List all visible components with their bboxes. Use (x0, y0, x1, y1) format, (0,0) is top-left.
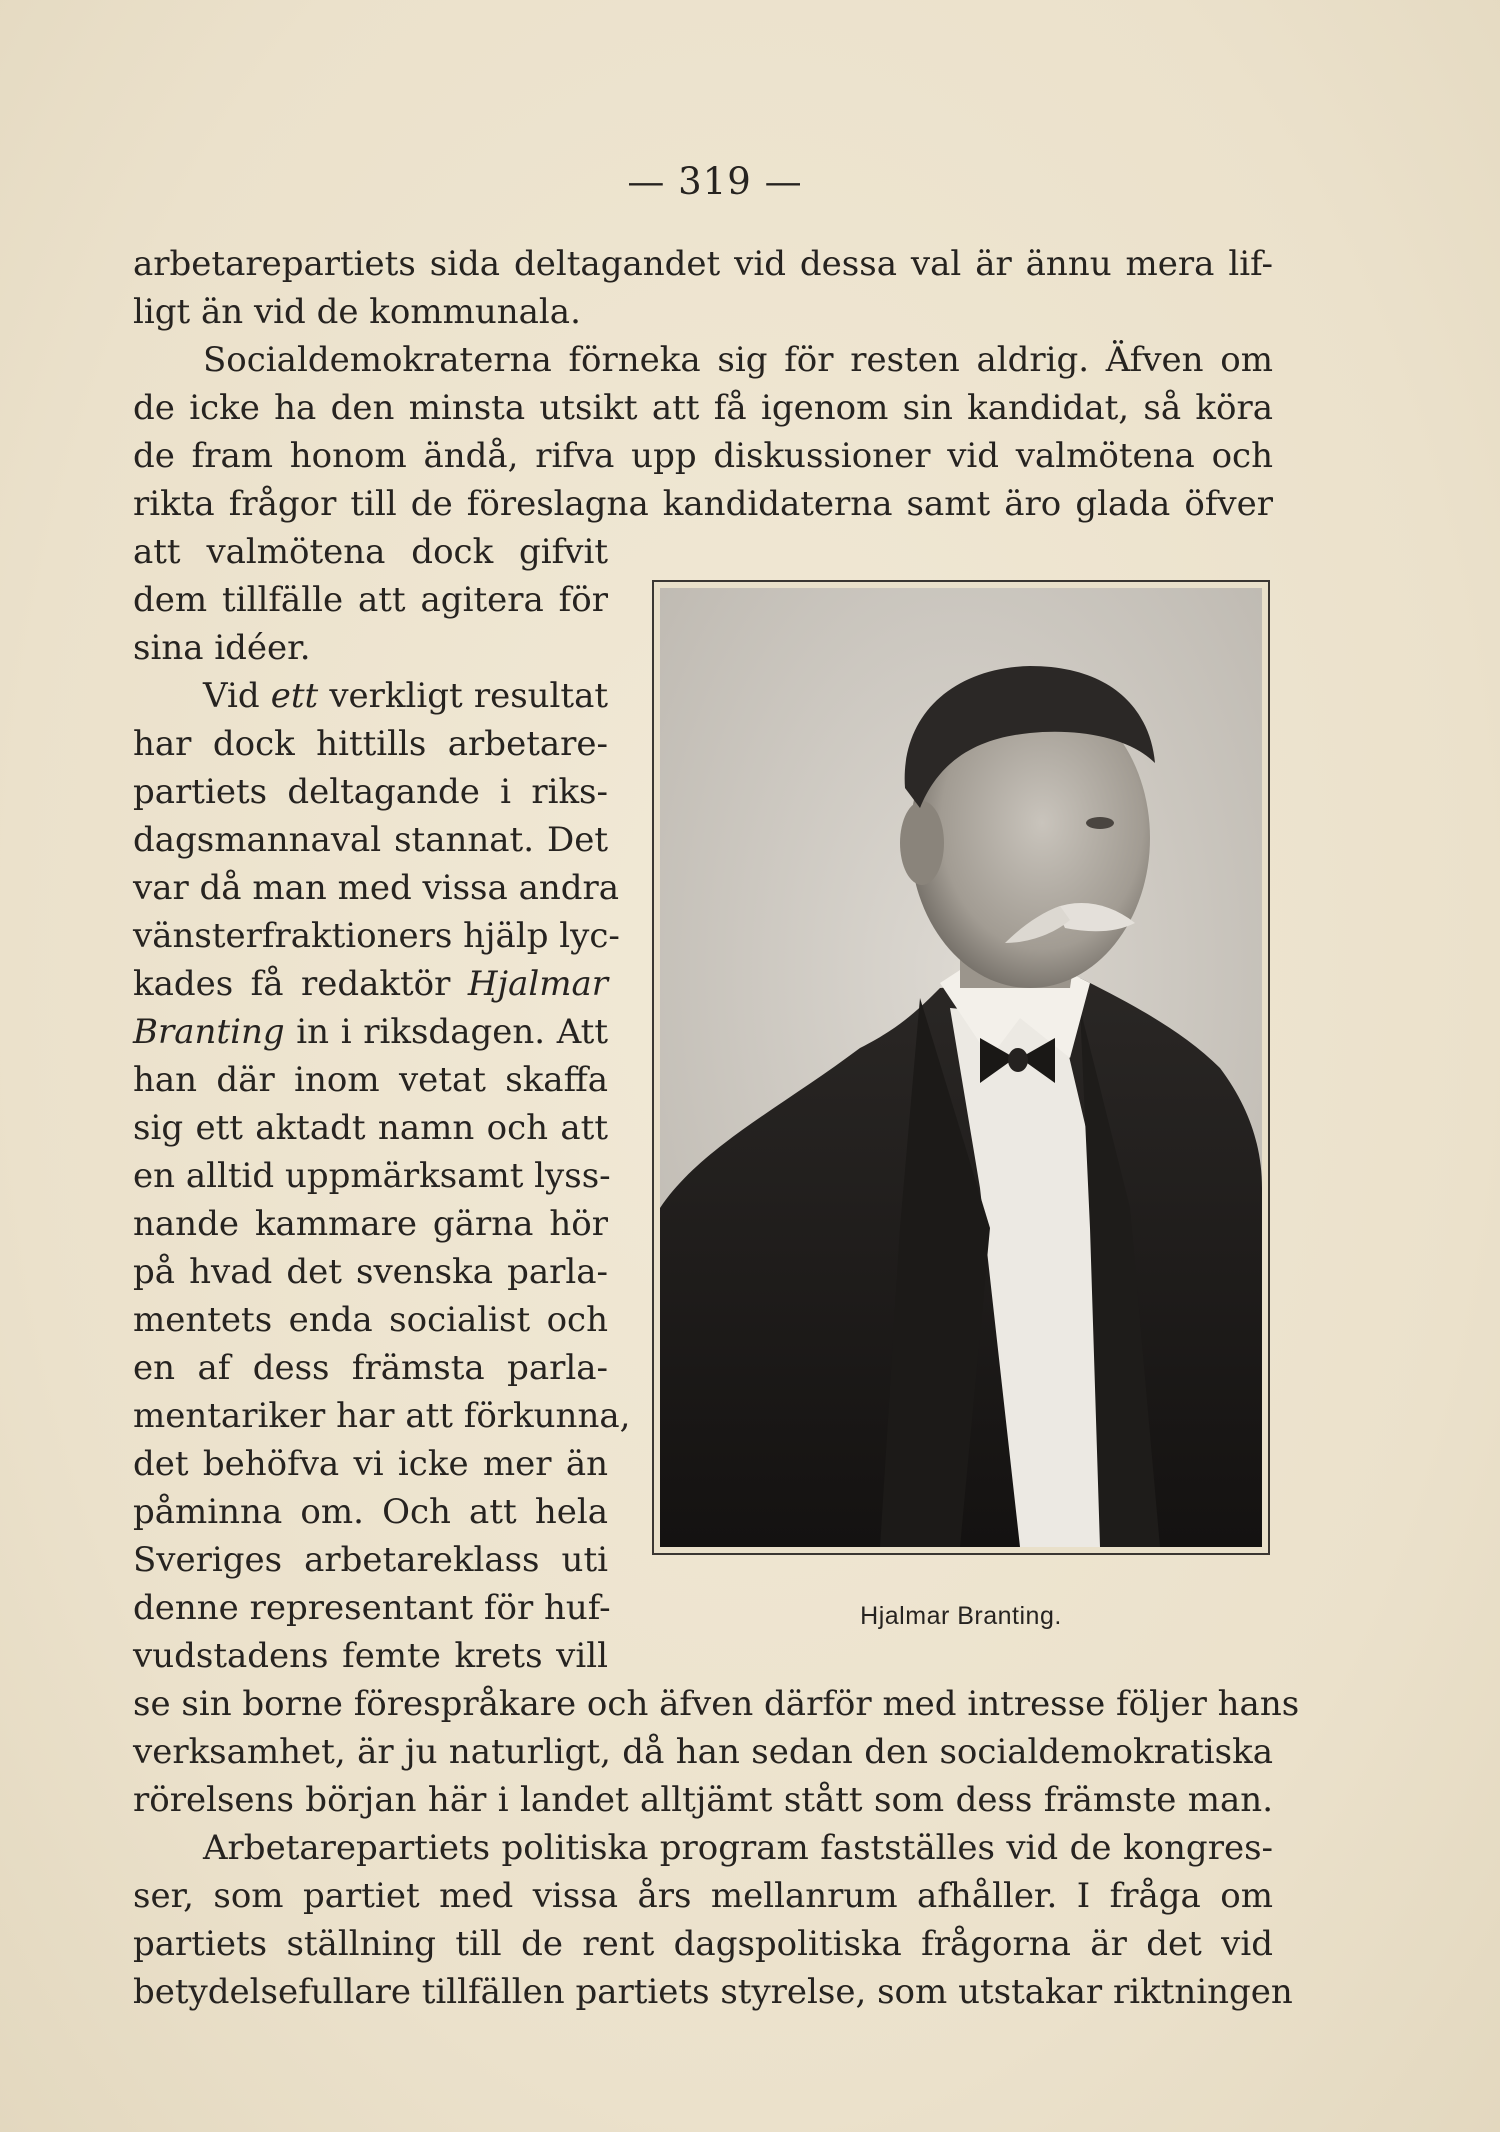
text-line: han där inom vetat skaffa (133, 1060, 608, 1100)
text-line: vänsterfraktioners hjälp lyc- (133, 916, 620, 956)
text-line: verksamhet, är ju naturligt, då han sedan den socialdemokratiska (133, 1732, 1273, 1772)
person-name-italic: Hjalmar (467, 964, 609, 1004)
text-line: de fram honom ändå, rifva upp diskussioner vid valmötena och (133, 436, 1273, 476)
text-line (133, 672, 608, 720)
text-line: vudstadens femte krets vill (133, 1636, 608, 1676)
text-line (133, 960, 608, 1008)
portrait-frame (652, 580, 1270, 1555)
text-line: betydelsefullare tillfällen partiets styrelse, som utstakar riktningen (133, 1972, 1293, 2012)
text-line: dagsmannaval stannat. Det (133, 820, 608, 860)
text-line: Arbetarepartiets politiska program fastställes vid de kongres- (203, 1828, 1273, 1868)
text-line: denne representant för huf- (133, 1588, 611, 1628)
text-line: sig ett aktadt namn och att (133, 1108, 608, 1148)
portrait-photo (660, 588, 1262, 1547)
text-fragment: Vid (203, 676, 260, 716)
text-line: nande kammare gärna hör (133, 1204, 608, 1244)
text-line: Sveriges arbetareklass uti (133, 1540, 608, 1580)
text-line: de icke ha den minsta utsikt att få igenom sin kandidat, så köra (133, 388, 1273, 428)
text-line: dem tillfälle att agitera för (133, 580, 608, 620)
text-line: på hvad det svenska parla- (133, 1252, 608, 1292)
text-line: Socialdemokraterna förneka sig för resten aldrig. Äfven om (203, 340, 1273, 380)
text-line: en alltid uppmärksamt lyss- (133, 1156, 611, 1196)
text-line: mentets enda socialist och (133, 1300, 608, 1340)
text-line: arbetarepartiets sida deltagandet vid dessa val är ännu mera lif- (133, 244, 1273, 284)
portrait-figure (660, 588, 1262, 1547)
text-fragment: verkligt resultat (329, 676, 609, 716)
text-line: ligt än vid de kommunala. (133, 292, 581, 332)
text-fragment: kades få redaktör (133, 964, 451, 1004)
text-line: det behöfva vi icke mer än (133, 1444, 608, 1484)
text-line: partiets deltagande i riks- (133, 772, 608, 812)
photo-caption: Hjalmar Branting. (860, 1602, 1062, 1630)
page-number: — 319 — (627, 160, 803, 203)
text-fragment-italic: ett (270, 676, 319, 716)
text-fragment: in i riksdagen. Att (296, 1012, 609, 1052)
text-line: partiets ställning till de rent dagspolitiska frågorna är det vid (133, 1924, 1273, 1964)
text-line: att valmötena dock gifvit (133, 532, 608, 572)
person-name-italic: Branting (133, 1012, 285, 1052)
text-line: påminna om. Och att hela (133, 1492, 608, 1532)
text-line: rikta frågor till de föreslagna kandidaterna samt äro glada öfver (133, 484, 1273, 524)
text-line: en af dess främsta parla- (133, 1348, 608, 1388)
text-line (133, 1008, 608, 1056)
text-line: var då man med vissa andra (133, 868, 620, 908)
text-line: rörelsens början här i landet alltjämt stått som dess främste man. (133, 1780, 1273, 1820)
text-line: mentariker har att förkunna, (133, 1396, 631, 1436)
text-line: sina idéer. (133, 628, 311, 668)
text-line: ser, som partiet med vissa års mellanrum afhåller. I fråga om (133, 1876, 1273, 1916)
text-line: se sin borne förespråkare och äfven därför med intresse följer hans (133, 1684, 1300, 1724)
text-line: har dock hittills arbetare- (133, 724, 608, 764)
